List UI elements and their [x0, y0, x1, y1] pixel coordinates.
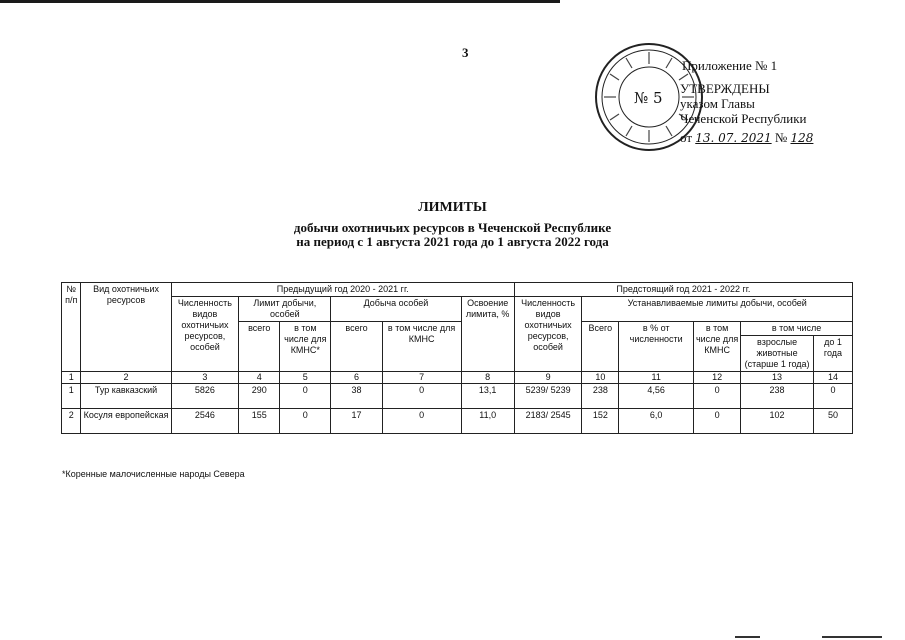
col-number: 7 — [382, 372, 461, 384]
row-set-kmns: 0 — [694, 409, 741, 434]
row-adults: 238 — [741, 384, 814, 409]
header-no: № п/п — [62, 283, 81, 372]
seal-number: № 5 — [634, 89, 663, 107]
number-prefix: № — [774, 130, 788, 145]
row-count: 5826 — [171, 384, 239, 409]
row-set-kmns: 0 — [694, 384, 741, 409]
row-limit-kmns: 0 — [280, 384, 331, 409]
col-number: 6 — [331, 372, 382, 384]
document-subtitle-line1: добычи охотничьих ресурсов в Чеченской Республике — [293, 220, 612, 235]
row-limit-total: 290 — [239, 384, 280, 409]
document-subtitle-line2: на период с 1 августа 2021 года до 1 августа 2022 года — [296, 234, 609, 249]
row-set-pct: 6,0 — [619, 409, 694, 434]
row-young: 50 — [813, 409, 852, 434]
row-utilization: 11,0 — [461, 409, 514, 434]
row-utilization: 13,1 — [461, 384, 514, 409]
col-number: 11 — [619, 372, 694, 384]
header-limit-kmns: в том числе для КМНС* — [280, 322, 331, 372]
col-number: 5 — [280, 372, 331, 384]
col-number: 8 — [461, 372, 514, 384]
row-catch-kmns: 0 — [382, 409, 461, 434]
header-count: Численность видов охотничьих ресурсов, особей — [171, 297, 239, 372]
row-no: 1 — [62, 384, 81, 409]
row-limit-kmns: 0 — [280, 409, 331, 434]
row-species: Тур кавказский — [81, 384, 171, 409]
column-numbers-row — [62, 372, 853, 384]
row-set-total: 152 — [582, 409, 619, 434]
header-prev-year: Предыдущий год 2020 - 2021 гг. — [171, 283, 514, 297]
header-catch-total: всего — [331, 322, 382, 372]
appendix-label: Приложение № 1 — [682, 58, 778, 73]
col-number: 12 — [694, 372, 741, 384]
date-prefix: от — [680, 130, 693, 145]
bottom-line-right — [822, 636, 882, 638]
col-number: 9 — [514, 372, 582, 384]
approval-date-line — [680, 130, 900, 146]
row-adults: 102 — [741, 409, 814, 434]
row-species: Косуля европейская — [81, 409, 171, 434]
header-set-kmns: в том числе для КМНС — [694, 322, 741, 372]
col-number: 3 — [171, 372, 239, 384]
header-set-pct: в % от численности — [619, 322, 694, 372]
col-number: 10 — [582, 372, 619, 384]
col-number: 13 — [741, 372, 814, 384]
header-catch: Добыча особей — [331, 297, 461, 322]
approved-label: УТВЕРЖДЕНЫ — [680, 81, 770, 96]
header-limit-total: всего — [239, 322, 280, 372]
republic-line: Чеченской Республики — [680, 111, 807, 126]
header-set-limits: Устанавливаемые лимиты добычи, особей — [582, 297, 853, 322]
col-number: 14 — [813, 372, 852, 384]
row-set-total: 238 — [582, 384, 619, 409]
row-no: 2 — [62, 409, 81, 434]
header-limit: Лимит добычи, особей — [239, 297, 331, 322]
table-row — [62, 384, 853, 409]
header-adults: взрослые животные (старше 1 года) — [741, 336, 814, 372]
limits-table — [61, 282, 853, 434]
row-catch-kmns: 0 — [382, 384, 461, 409]
header-including: в том числе — [741, 322, 853, 336]
decree-line: указом Главы — [680, 96, 755, 111]
header-species: Вид охотничьих ресурсов — [81, 283, 171, 372]
col-number: 1 — [62, 372, 81, 384]
row-limit-total: 155 — [239, 409, 280, 434]
row-count2: 2183/ 2545 — [514, 409, 582, 434]
row-set-pct: 4,56 — [619, 384, 694, 409]
top-border-line — [0, 0, 560, 3]
header-catch-kmns: в том числе для КМНС — [382, 322, 461, 372]
number-value: 128 — [790, 131, 814, 145]
document-title: ЛИМИТЫ — [418, 200, 487, 215]
header-count2: Численность видов охотничьих ресурсов, особей — [514, 297, 582, 372]
footnote: *Коренные малочисленные народы Севера — [62, 469, 245, 479]
approval-block — [660, 58, 900, 146]
row-count2: 5239/ 5239 — [514, 384, 582, 409]
header-set-total: Всего — [582, 322, 619, 372]
row-young: 0 — [813, 384, 852, 409]
date-value: 13. 07. 2021 — [695, 131, 772, 145]
bottom-line-left — [735, 636, 760, 638]
col-number: 4 — [239, 372, 280, 384]
page-number: 3 — [462, 45, 469, 60]
table-row — [62, 409, 853, 434]
row-catch-total: 17 — [331, 409, 382, 434]
row-catch-total: 38 — [331, 384, 382, 409]
header-next-year: Предстоящий год 2021 - 2022 гг. — [514, 283, 852, 297]
header-young: до 1 года — [813, 336, 852, 372]
col-number: 2 — [81, 372, 171, 384]
row-count: 2546 — [171, 409, 239, 434]
header-utilization: Освоение лимита, % — [461, 297, 514, 372]
